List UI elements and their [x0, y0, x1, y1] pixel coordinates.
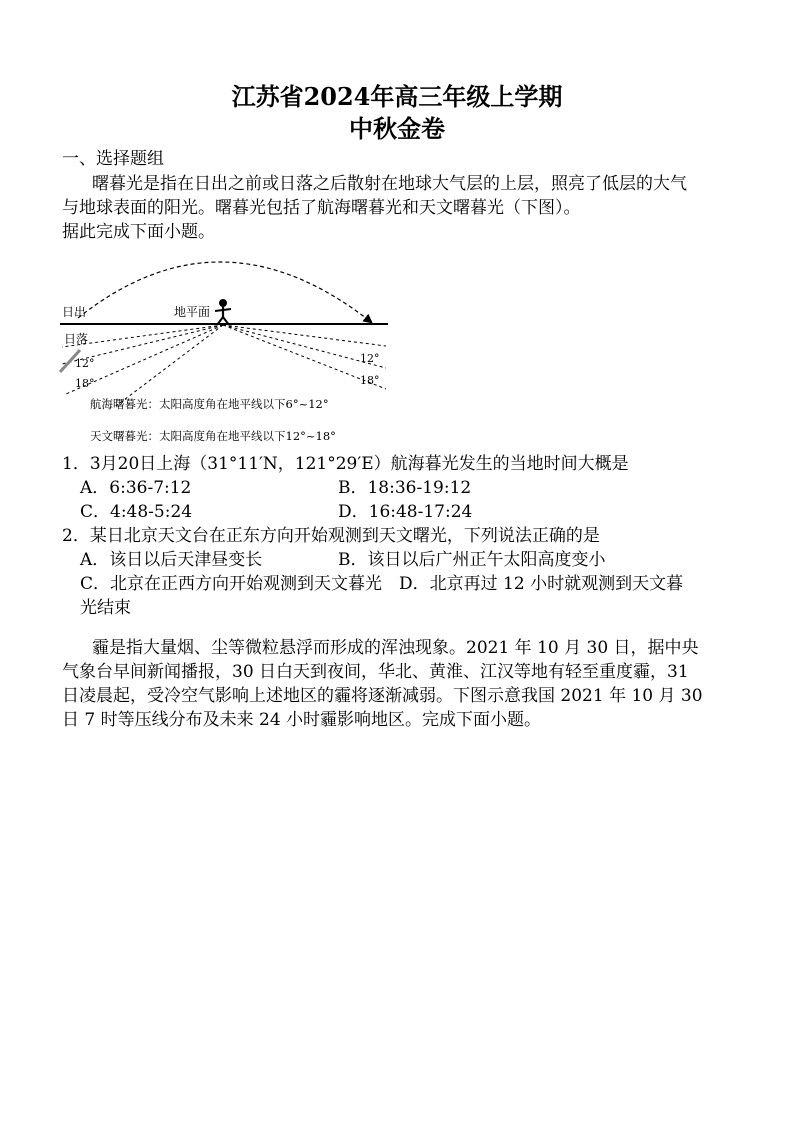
sunrise-label: 日出: [62, 305, 87, 319]
question-1-option-c: C．4:48-5:24: [80, 502, 193, 522]
caption-astronomical: 天文曙暮光：太阳高度角在地平线以下12°~18°: [90, 429, 336, 443]
horizon-label: 地平面: [174, 305, 211, 319]
left-18-degree-label: 18°: [75, 377, 95, 390]
ray-right-6: [223, 325, 386, 346]
passage1-line2: 与地球表面的阳光。曙暮光包括了航海曙暮光和天文曙暮光（下图）。: [62, 198, 581, 218]
right-12-degree-label: 12°: [360, 352, 380, 365]
question-2-stem: 2．某日北京天文台在正东方向开始观测到天文曙光，下列说法正确的是: [62, 526, 600, 546]
question-2-option-c-d: C．北京在正西方向开始观测到天文暮光 D．北京再过 12 小时就观测到天文暮: [80, 574, 684, 594]
left-12-degree-label: 12°: [75, 357, 95, 370]
passage2-line2: 气象台早间新闻播报，30 日白天到夜间，华北、黄淮、江汉等地有轻至重度霾，31: [62, 662, 689, 682]
exam-subtitle: 中秋金卷: [349, 114, 445, 143]
sunset-label: 日落: [64, 332, 89, 346]
passage1-line3: 据此完成下面小题。: [62, 222, 215, 242]
question-2-option-b: B．该日以后广州正午太阳高度变小: [338, 550, 606, 570]
observer-icon: [215, 299, 231, 325]
exam-title: 江苏省2024年高三年级上学期: [231, 82, 563, 111]
question-1-option-a: A．6:36-7:12: [80, 478, 192, 498]
sun-path-arc: [78, 262, 371, 322]
passage2-line4: 日 7 时等压线分布及未来 24 小时霾影响地区。完成下面小题。: [62, 710, 542, 730]
caption-nautical: 航海曙暮光：太阳高度角在地平线以下6°~12°: [90, 397, 329, 411]
passage2-line1: 霾是指大量烟、尘等微粒悬浮而形成的浑浊现象。2021 年 10 月 30 日，据中央: [92, 638, 699, 658]
section-heading: 一、选择题组: [62, 149, 164, 169]
question-2-option-a: A．该日以后天津昼变长: [80, 550, 263, 570]
twilight-diagram: [56, 246, 396, 446]
question-2-option-d-cont: 光结束: [80, 598, 131, 618]
passage1-line1: 曙暮光是指在日出之前或日落之后散射在地球大气层的上层，照亮了低层的大气: [92, 174, 687, 194]
question-1-option-d: D．16:48-17:24: [338, 502, 473, 522]
question-1-option-b: B．18:36-19:12: [338, 478, 472, 498]
question-1-stem: 1．3月20日上海（31°11′N，121°29′E）航海暮光发生的当地时间大概是: [62, 454, 629, 474]
passage2-line3: 日凌晨起，受冷空气影响上述地区的霾将逐渐减弱。下图示意我国 2021 年 10 月 30: [62, 686, 703, 706]
right-18-degree-label: 18°: [360, 374, 380, 387]
